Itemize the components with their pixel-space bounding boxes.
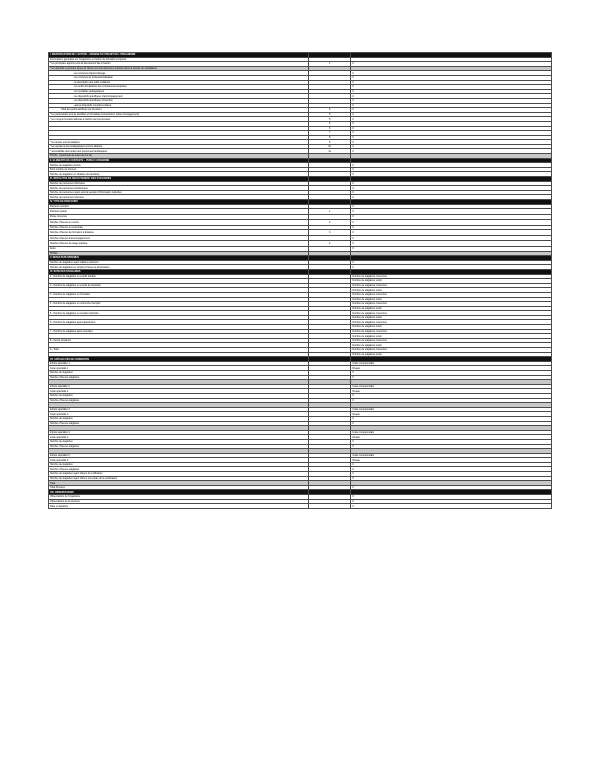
row-label-cell: * accessibilité des locaux aux personnes handicapées xyxy=(49,149,309,154)
entry-cell[interactable]: 0 xyxy=(351,462,552,467)
entry-cell[interactable]: 0 xyxy=(351,172,552,177)
row-label-cell: Nombre d'heures stagiaires xyxy=(49,398,309,403)
row-label-cell: Nombre d'heures d'accompagnement xyxy=(49,236,309,241)
entry-cell[interactable]: 0 xyxy=(351,371,552,376)
row-label-cell: Nombre de personnes informées xyxy=(49,181,309,186)
entry-cell[interactable]: 0 xyxy=(351,62,552,67)
entry-cell[interactable]: 0 xyxy=(351,144,552,149)
entry-cell[interactable]: 0 xyxy=(351,108,552,113)
entry-cell[interactable]: Nombre de stagiaires concernés xyxy=(351,302,552,307)
row-label-cell: Parcours partiel xyxy=(49,209,309,215)
row-label-cell: VII. SPÉCIALITÉS DE FORMATION xyxy=(49,357,309,362)
row-label-cell: TOTAL xyxy=(49,251,309,256)
entry-cell[interactable]: 0 xyxy=(351,117,552,122)
row-label-cell: Intitulé spécialité 5 xyxy=(49,453,309,458)
entry-cell[interactable]: 0 xyxy=(351,444,552,449)
entry-cell[interactable]: 0 xyxy=(351,416,552,421)
entry-cell[interactable]: 0 xyxy=(351,219,552,225)
value-cell[interactable]: 2 xyxy=(308,219,350,225)
value-cell[interactable]: 10 xyxy=(308,144,350,149)
row-label-cell: - les contenus de professionnalisation xyxy=(49,75,309,80)
entry-cell[interactable]: Code correspondant xyxy=(351,361,552,366)
row-label-cell: Code spécialité 2 xyxy=(49,389,309,394)
row-label-cell: Informations générales sur l'organisme et l'action de formation proposée xyxy=(49,57,309,62)
row-label-cell: Parcours complet xyxy=(49,204,309,209)
entry-cell[interactable]: 0 xyxy=(351,103,552,108)
row-label-cell: Observations de l'organisme xyxy=(49,495,309,500)
row-label-cell: II. ÉLÉMENTS DE CONTEXTE – PUBLIC CONCERNÉ xyxy=(49,158,309,163)
row-label-cell: Nombre de personnes positionnées xyxy=(49,186,309,191)
entry-cell[interactable]: 0 xyxy=(351,149,552,154)
value-cell[interactable] xyxy=(308,504,350,509)
entry-cell[interactable]: Code correspondant xyxy=(351,453,552,458)
row-label-cell: Nombre d'heures stagiaires xyxy=(49,444,309,449)
row-label-cell: Code spécialité 1 xyxy=(49,366,309,371)
entry-cell[interactable]: Nombre de stagiaires concernés xyxy=(351,283,552,288)
value-cell[interactable]: 6 xyxy=(308,121,350,126)
entry-cell[interactable]: Code correspondant xyxy=(351,407,552,412)
entry-cell[interactable]: Code correspondant xyxy=(351,430,552,435)
table-row xyxy=(49,504,552,509)
entry-cell[interactable]: Nombre de stagiaires suivis xyxy=(351,279,552,284)
row-label-cell: I. IDENTIFICATION DE L'ACTION – ORIGINE DU PROJET DE L'ORGANISME xyxy=(49,53,309,58)
row-label-cell: * les objectifs et grandes lignes de l'action sont-ils clairement exposés dans le dossier de candidature xyxy=(49,66,309,71)
value-cell[interactable]: 7 xyxy=(308,131,350,136)
row-label-cell: Intitulé spécialité 2 xyxy=(49,384,309,389)
entry-cell[interactable]: 0 xyxy=(351,375,552,380)
row-label-cell: Nombre de stagiaires en emploi à l'issue de la formation xyxy=(49,265,309,270)
entry-cell[interactable]: Nombre de stagiaires concernés xyxy=(351,292,552,297)
row-label-cell: - la description des outils mobilisés xyxy=(49,80,309,85)
entry-cell[interactable]: Nombre de stagiaires concernés xyxy=(351,338,552,343)
entry-cell[interactable]: 0 xyxy=(351,204,552,209)
entry-cell[interactable]: Niveau xyxy=(351,389,552,394)
entry-cell[interactable]: 0 xyxy=(351,467,552,472)
row-label-cell: Date et signature xyxy=(49,504,309,509)
entry-cell[interactable]: 0 xyxy=(351,499,552,504)
row-label-cell: - autres dispositifs complémentaires xyxy=(49,103,309,108)
entry-cell[interactable]: 0 xyxy=(351,504,552,509)
entry-cell[interactable]: Nombre de stagiaires concernés xyxy=(351,274,552,279)
entry-cell[interactable]: 0 xyxy=(351,209,552,215)
entry-cell[interactable]: Nombre de stagiaires concernés xyxy=(351,320,552,325)
row-label-cell: VIII. OBSERVATIONS xyxy=(49,490,309,495)
row-label-cell: 1 - Nombre de stagiaires en emploi durable xyxy=(49,274,309,279)
row-label-cell: Nombre de stagiaires prévus xyxy=(49,163,309,168)
row-label-cell: 3 - Nombre de stagiaires en formation xyxy=(49,292,309,297)
row-label-cell: Durée moyenne xyxy=(49,215,309,220)
value-cell[interactable]: 3 xyxy=(308,230,350,236)
row-label-cell: 5 - Nombre de stagiaires en création d'activité xyxy=(49,311,309,316)
entry-cell[interactable]: 0 xyxy=(351,398,552,403)
value-cell[interactable]: 8 xyxy=(308,135,350,140)
row-label-cell: Nombre d'heures de formation à distance xyxy=(49,230,309,236)
value-cell[interactable]: 6 xyxy=(308,126,350,131)
row-label-cell: Nombre d'heures de stage pratique xyxy=(49,240,309,246)
row-label-cell: 8 - Autres situations xyxy=(49,338,309,343)
row-label-cell: Nombre de stagiaires xyxy=(49,416,309,421)
entry-cell[interactable]: 0 xyxy=(351,421,552,426)
entry-cell[interactable]: 0 xyxy=(351,71,552,76)
entry-cell[interactable]: 0 xyxy=(351,167,552,172)
entry-cell[interactable]: 0 xyxy=(351,75,552,80)
row-label-cell: Dont nombre de femmes xyxy=(49,167,309,172)
value-cell[interactable]: 5 xyxy=(308,117,350,122)
spreadsheet-page xyxy=(48,52,552,509)
entry-cell[interactable]: 0 xyxy=(351,190,552,195)
row-label-cell: 7 - Nombre de stagiaires sans nouvelles xyxy=(49,329,309,334)
row-label-cell: Total des points attribués sur la partie I xyxy=(49,108,309,113)
value-cell[interactable]: 5 xyxy=(308,108,350,113)
entry-cell[interactable]: 0 xyxy=(351,439,552,444)
row-label-cell: Total d'heures xyxy=(49,485,309,490)
entry-cell[interactable]: 0 xyxy=(351,121,552,126)
row-label-cell: Nombre de personnes retenues xyxy=(49,195,309,200)
entry-cell[interactable]: Niveau xyxy=(351,458,552,463)
row-label-cell: Code spécialité 4 xyxy=(49,435,309,440)
row-label-cell: Nombre de stagiaires xyxy=(49,439,309,444)
entry-cell[interactable]: 0 xyxy=(351,131,552,136)
entry-cell[interactable]: 0 xyxy=(351,135,552,140)
row-label-cell: Nombre de stagiaires xyxy=(49,462,309,467)
row-label-cell: Nombre de stagiaires ayant validé le parcours xyxy=(49,260,309,265)
value-cell[interactable]: 5 xyxy=(308,112,350,117)
row-label-cell: Intitulé spécialité 4 xyxy=(49,430,309,435)
row-label-cell: * les équipements pédagogiques sont-ils adaptés xyxy=(49,144,309,149)
entry-cell[interactable]: Nombre de stagiaires suivis xyxy=(351,343,552,348)
entry-cell[interactable]: 0 xyxy=(351,215,552,220)
entry-cell[interactable]: 0 xyxy=(351,89,552,94)
entry-cell[interactable]: 0 xyxy=(351,246,552,251)
entry-cell[interactable]: Nombre de stagiaires suivis xyxy=(351,352,552,357)
entry-cell[interactable]: Code correspondant xyxy=(351,384,552,389)
entry-cell[interactable]: 0 xyxy=(351,265,552,270)
entry-cell[interactable]: 0 xyxy=(351,186,552,191)
entry-cell[interactable]: Nombre de stagiaires concernés xyxy=(351,348,552,353)
entry-cell[interactable]: Nombre de stagiaires suivis xyxy=(351,334,552,339)
entry-cell[interactable]: 0 xyxy=(351,225,552,230)
entry-cell[interactable]: 0 xyxy=(351,476,552,481)
row-label-cell: Nombre de stagiaires ayant obtenu une partie de la certification xyxy=(49,476,309,481)
entry-cell[interactable]: 0 xyxy=(351,393,552,398)
entry-cell[interactable]: 0 xyxy=(351,85,552,90)
entry-cell[interactable]: Niveau xyxy=(351,366,552,371)
row-label-cell: * les moyens humains affectés à l'action sont-ils précisés xyxy=(49,117,309,122)
entry-cell[interactable]: 0 xyxy=(351,495,552,500)
entry-cell[interactable]: 0 xyxy=(351,80,552,85)
row-label-cell: * les principaux apports sont-ils directement liés à l'action xyxy=(49,62,309,67)
value-cell[interactable]: 1 xyxy=(308,62,350,67)
row-label-cell: * les partenariats sont-ils identifiés et formalisés (conventions, lettres d'engagement) xyxy=(49,112,309,117)
entry-cell[interactable]: 0 xyxy=(351,230,552,236)
row-label-cell: III. MODALITÉS DE RECRUTEMENT DES STAGIAIRES xyxy=(49,177,309,182)
entry-cell[interactable]: 0 xyxy=(351,195,552,200)
entry-cell[interactable]: Nombre de stagiaires suivis xyxy=(351,325,552,330)
entry-cell[interactable]: 0 xyxy=(351,472,552,477)
entry-cell[interactable]: 0 xyxy=(351,98,552,103)
form-table xyxy=(48,52,552,509)
row-label-cell: 4 - Nombre de stagiaires en recherche d'emploi xyxy=(49,302,309,307)
entry-cell[interactable]: 0 xyxy=(351,485,552,490)
entry-cell[interactable]: Niveau xyxy=(351,435,552,440)
value-cell[interactable]: 11 xyxy=(308,149,350,154)
entry-cell[interactable]: 0 xyxy=(351,163,552,168)
row-label-cell: Nombre de stagiaires xyxy=(49,371,309,376)
row-label-cell: IV. TYPE DE PARCOURS xyxy=(49,200,309,205)
row-label-cell: Nombre d'heures en entreprise xyxy=(49,225,309,230)
row-label-cell: - les dispositifs spécifiques d'insertion xyxy=(49,98,309,103)
entry-cell[interactable]: 0 xyxy=(351,126,552,131)
row-label-cell: Nombre d'heures stagiaires xyxy=(49,421,309,426)
row-label-cell: Total xyxy=(49,481,309,486)
entry-cell[interactable]: Nombre de stagiaires concernés xyxy=(351,311,552,316)
entry-cell[interactable]: Nombre de stagiaires concernés xyxy=(351,329,552,334)
row-label-cell: Intitulé spécialité 3 xyxy=(49,407,309,412)
entry-cell[interactable]: 0 xyxy=(351,112,552,117)
entry-cell[interactable]: Nombre de stagiaires suivis xyxy=(351,315,552,320)
row-label-cell: - les dispositifs spécifiques d'accompagnement xyxy=(49,94,309,99)
row-label-cell: Nombre de stagiaires en situation de handicap xyxy=(49,172,309,177)
row-label-cell: Code spécialité 3 xyxy=(49,412,309,417)
row-label-cell: V. RÉSULTATS OBTENUS xyxy=(49,256,309,261)
entry-cell[interactable]: 0 xyxy=(351,240,552,246)
row-label-cell: - les modalités pédagogiques xyxy=(49,89,309,94)
entry-cell[interactable]: Nombre de stagiaires suivis xyxy=(351,297,552,302)
row-label-cell: Nombre d'heures stagiaires xyxy=(49,467,309,472)
row-label-cell: - les contenus d'apprentissage xyxy=(49,71,309,76)
entry-cell[interactable]: Nombre de stagiaires suivis xyxy=(351,306,552,311)
row-label-cell: Nombre de personnes ayant suivi la session d'information collective xyxy=(49,190,309,195)
form-table-body xyxy=(49,53,552,509)
entry-cell[interactable]: Nombre de stagiaires suivis xyxy=(351,288,552,293)
entry-cell[interactable]: Niveau xyxy=(351,412,552,417)
row-label-cell: 6 - Nombre de stagiaires ayant abandonné xyxy=(49,320,309,325)
row-label-cell: TOTAL : (fourchette de notes de 0 à 11) xyxy=(49,154,309,159)
row-label-cell: Observations de la structure xyxy=(49,499,309,504)
entry-cell[interactable]: 0 xyxy=(351,140,552,145)
entry-cell[interactable]: 0 xyxy=(351,181,552,186)
value-cell[interactable]: 9 xyxy=(308,140,350,145)
row-label-cell: Nombre d'heures en centre xyxy=(49,219,309,225)
value-cell[interactable]: 4 xyxy=(308,240,350,246)
row-label-cell: Nombre de stagiaires xyxy=(49,393,309,398)
row-label-cell: Code spécialité 5 xyxy=(49,458,309,463)
row-label-cell: 2 - Nombre de stagiaires en emploi de transition xyxy=(49,283,309,288)
row-label-cell: Nombre de stagiaires ayant obtenu la certification xyxy=(49,472,309,477)
row-label-cell: Intitulé spécialité 1 xyxy=(49,361,309,366)
row-label-cell: Autre xyxy=(49,246,309,251)
row-label-cell: 9 - Total xyxy=(49,348,309,353)
row-label-cell: * les locaux sont-ils adaptés xyxy=(49,140,309,145)
entry-cell[interactable]: 0 xyxy=(351,94,552,99)
value-cell[interactable]: 1 xyxy=(308,209,350,215)
entry-cell[interactable]: 0 xyxy=(351,236,552,241)
row-label-cell: - les outils d'évaluation des compétences acquises xyxy=(49,85,309,90)
row-label-cell: VI. SUIVI DES STAGIAIRES xyxy=(49,269,309,274)
entry-cell[interactable]: 0 xyxy=(351,260,552,265)
row-label-cell: Nombre d'heures stagiaires xyxy=(49,375,309,380)
